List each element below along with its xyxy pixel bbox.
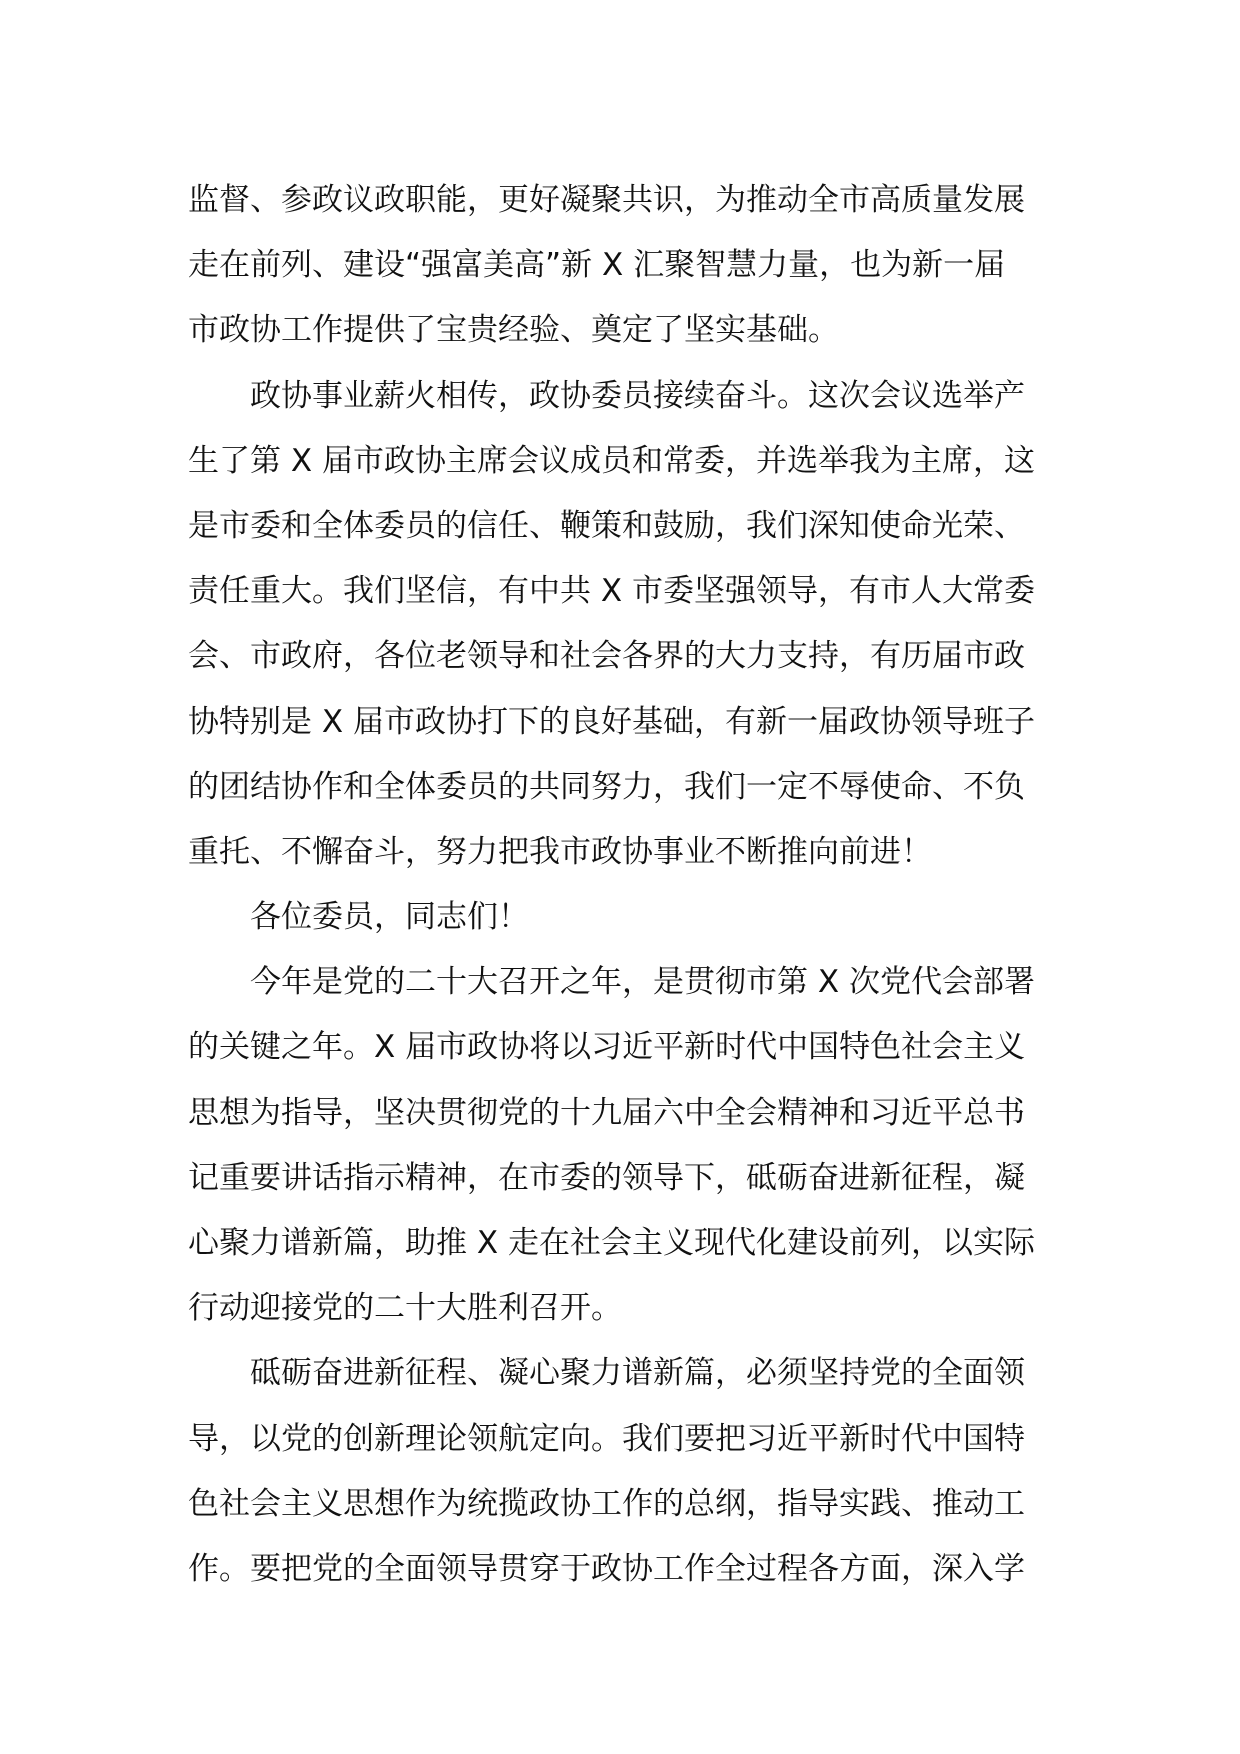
text-line: 协特别是 X 届市政协打下的良好基础，有新一届政协领导班子 [188, 703, 1035, 740]
text-line: 责任重大。我们坚信，有中共 X 市委坚强领导，有市人大常委 [188, 573, 1035, 610]
text-line: 的团结协作和全体委员的共同努力，我们一定不辱使命、不负 [188, 768, 1025, 805]
text-line: 作。要把党的全面领导贯穿于政协工作全过程各方面，深入学 [188, 1550, 1025, 1587]
text-line: 行动迎接党的二十大胜利召开。 [188, 1290, 622, 1327]
text-line: 的关键之年。X 届市政协将以习近平新时代中国特色社会主义 [188, 1029, 1026, 1066]
paragraph [188, 885, 1068, 950]
text-line: 市政协工作提供了宝贵经验、奠定了坚实基础。 [188, 312, 839, 349]
text-line: 走在前列、建设“强富美高”新 X 汇聚智慧力量，也为新一届 [188, 247, 1006, 284]
paragraph [188, 1341, 1068, 1602]
paragraph [188, 168, 1068, 364]
text-line: 监督、参政议政职能，更好凝聚共识，为推动全市高质量发展 [188, 182, 1025, 218]
text-line: 导，以党的创新理论领航定向。我们要把习近平新时代中国特 [188, 1420, 1025, 1457]
text-line: 会、市政府，各位老领导和社会各界的大力支持，有历届市政 [188, 638, 1025, 675]
text-line: 记重要讲话指示精神，在市委的领导下，砥砺奋进新征程，凝 [188, 1159, 1025, 1196]
text-line: 心聚力谱新篇，助推 X 走在社会主义现代化建设前列，以实际 [188, 1225, 1035, 1261]
text-line: 砥砺奋进新征程、凝心聚力谱新篇，必须坚持党的全面领 [250, 1355, 1025, 1392]
paragraph [188, 364, 1068, 886]
text-line: 今年是党的二十大召开之年，是贯彻市第 X 次党代会部署 [250, 964, 1035, 1001]
text-line: 思想为指导，坚决贯彻党的十九届六中全会精神和习近平总书 [188, 1094, 1025, 1131]
text-line: 重托、不懈奋斗，努力把我市政协事业不断推向前进！ [188, 833, 932, 870]
paragraph [188, 950, 1068, 1341]
text-line: 政协事业薪火相传，政协委员接续奋斗。这次会议选举产 [250, 377, 1025, 414]
text-line: 生了第 X 届市政协主席会议成员和常委，并选举我为主席，这 [188, 442, 1035, 479]
document-body [188, 168, 1068, 1602]
text-line: 色社会主义思想作为统揽政协工作的总纲，指导实践、推动工 [188, 1485, 1025, 1522]
text-line: 是市委和全体委员的信任、鞭策和鼓励，我们深知使命光荣、 [188, 507, 1025, 544]
text-line: 各位委员，同志们！ [250, 899, 529, 936]
